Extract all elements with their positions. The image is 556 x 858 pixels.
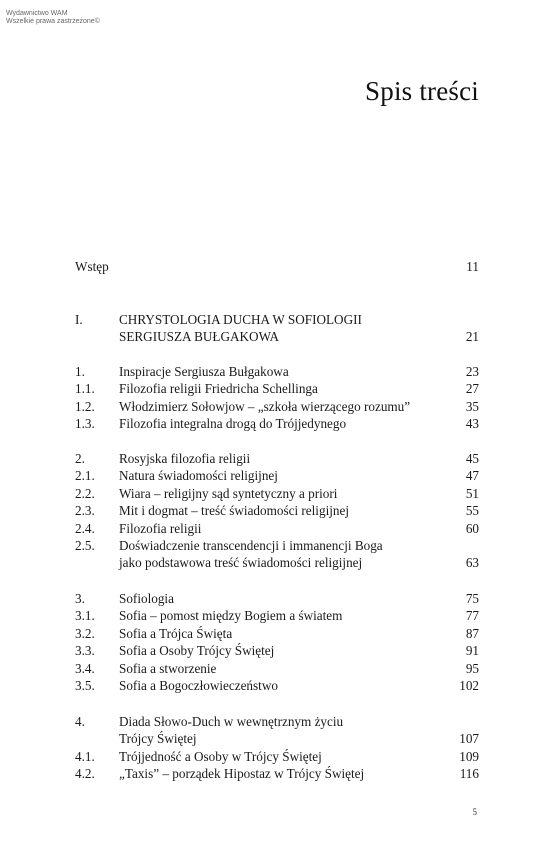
- toc-entry-title: Włodzimierz Sołowjow – „szkoła wierzącego rozumu”: [119, 398, 411, 414]
- toc-entry[interactable]: [75, 765, 479, 782]
- toc-entry-number: 3.5.: [75, 677, 95, 693]
- toc-entry-title: Sofia a Trójca Święta: [119, 625, 233, 641]
- toc-entry-number: 1.3.: [75, 416, 95, 432]
- toc-entry[interactable]: [75, 398, 479, 415]
- toc-entry[interactable]: [75, 380, 479, 397]
- page-title: Spis treści: [365, 76, 479, 106]
- watermark-line-1: Wydawnictwo WAM: [6, 10, 68, 17]
- toc-entry-number: 2.2.: [75, 485, 95, 501]
- toc-entry-page: 63: [465, 555, 479, 571]
- toc-entry[interactable]: [75, 450, 479, 467]
- toc-entry-page: 43: [465, 416, 479, 432]
- toc-entry[interactable]: [75, 677, 479, 694]
- toc-entry-title: Diada Słowo-Duch w wewnętrznym życiu: [119, 714, 344, 729]
- toc-entry-page: 116: [459, 766, 479, 782]
- toc-entry-page: 55: [465, 503, 479, 519]
- toc-entry-title: Sofiologia: [119, 591, 174, 606]
- toc-entry-title: Sofia a Osoby Trójcy Świętej: [119, 643, 275, 659]
- toc-entry-page: 109: [459, 748, 479, 764]
- toc-entry[interactable]: [75, 642, 479, 659]
- toc-entry-number: 2.: [75, 451, 85, 466]
- toc-entry-number: 4.: [75, 714, 85, 729]
- toc-entry-title: Sofia a stworzenie: [119, 660, 217, 676]
- toc-entry-title: Filozofia religii Friedricha Schellinga: [119, 381, 318, 397]
- toc-section: [75, 713, 479, 783]
- toc-entry-page: 102: [459, 677, 479, 693]
- toc-entry-number: 2.4.: [75, 520, 95, 536]
- toc-entry[interactable]: [75, 607, 479, 624]
- toc-entry-title: Mit i dogmat – treść świadomości religijnej: [119, 503, 350, 519]
- toc-entry-page: 45: [465, 451, 479, 466]
- toc-part-page: 21: [465, 329, 479, 345]
- toc-entry-page: 95: [465, 660, 479, 676]
- toc-entry[interactable]: [75, 363, 479, 380]
- toc-entry-number: 3.: [75, 591, 85, 606]
- toc-entry-number: 3.1.: [75, 608, 95, 624]
- toc-entry-number: 2.3.: [75, 503, 95, 519]
- toc-entry-number: 1.: [75, 364, 85, 379]
- toc-entry-page: 47: [465, 468, 479, 484]
- toc-entry-number: 4.2.: [75, 766, 95, 782]
- toc-entry-page: 107: [459, 731, 479, 747]
- toc-section: [75, 590, 479, 694]
- toc-entry[interactable]: [75, 660, 479, 677]
- toc-entry-page: 77: [465, 608, 479, 624]
- toc-part-heading: [75, 311, 479, 346]
- toc-entry[interactable]: [75, 502, 479, 519]
- toc-section: [75, 363, 479, 433]
- toc-entry-title: „Taxis” – porządek Hipostaz w Trójcy Świętej: [119, 766, 365, 782]
- toc-entry-number: 1.1.: [75, 381, 95, 397]
- toc-intro-page: 11: [466, 259, 479, 274]
- toc-entry-number: 1.2.: [75, 398, 95, 414]
- toc-entry-title: Rosyjska filozofia religii: [119, 451, 251, 466]
- toc-entry[interactable]: [75, 713, 479, 748]
- page-number: 5: [472, 807, 477, 817]
- toc-entry-number: 3.4.: [75, 660, 95, 676]
- toc-entry-page: 75: [465, 591, 479, 606]
- toc-entry[interactable]: [75, 537, 479, 572]
- toc-part-title-line-1: CHRYSTOLOGIA DUCHA W SOFIOLOGII: [119, 312, 362, 327]
- toc-entry-title: Filozofia integralna drogą do Trójjedynego: [119, 416, 347, 432]
- toc-entry[interactable]: [75, 590, 479, 607]
- toc-entry-page: 60: [465, 520, 479, 536]
- toc-entry-title: Filozofia religii: [119, 520, 202, 536]
- toc-entry-page: 91: [465, 643, 479, 659]
- toc-entry-title: Sofia – pomost między Bogiem a światem: [119, 608, 343, 624]
- toc-entry-number: 4.1.: [75, 748, 95, 764]
- toc-entry-title: Natura świadomości religijnej: [119, 468, 278, 484]
- toc-entry-number: 2.1.: [75, 468, 95, 484]
- toc-entry-page: 51: [465, 485, 479, 501]
- watermark: [6, 10, 100, 26]
- toc-part-number: I.: [75, 312, 83, 327]
- toc-entry-title: Inspiracje Sergiusza Bułgakowa: [119, 364, 289, 379]
- toc-entry-page: 87: [465, 625, 479, 641]
- toc-entry-number: 3.2.: [75, 625, 95, 641]
- toc-entry-title: Sofia a Bogoczłowieczeństwo: [119, 677, 278, 693]
- toc-part-title-line-2: SERGIUSZA BUŁGAKOWA: [119, 329, 280, 345]
- toc-entry-title: jako podstawowa treść świadomości religijnej: [119, 555, 363, 571]
- toc-entry-number: 2.5.: [75, 537, 95, 553]
- toc-section: [75, 450, 479, 572]
- toc-entry-title: Trójjedność a Osoby w Trójcy Świętej: [119, 748, 322, 764]
- toc-intro-label: Wstęp: [75, 259, 109, 274]
- watermark-line-2: Wszelkie prawa zastrzeżone©: [6, 18, 100, 25]
- toc-entry-number: 3.3.: [75, 643, 95, 659]
- toc-entry[interactable]: [75, 520, 479, 537]
- toc-entry-title: Doświadczenie transcendencji i immanencji Boga: [119, 537, 383, 553]
- toc-entry[interactable]: [75, 485, 479, 502]
- toc-entry[interactable]: [75, 467, 479, 484]
- toc-entry[interactable]: [75, 748, 479, 765]
- toc-entry-title: Trójcy Świętej: [119, 731, 197, 747]
- toc-entry-page: 23: [465, 364, 479, 379]
- toc-entry[interactable]: [75, 625, 479, 642]
- toc-entry-title: Wiara – religijny sąd syntetyczny a priori: [119, 485, 338, 501]
- toc-entry[interactable]: [75, 415, 479, 432]
- toc-entry-page: 35: [465, 398, 479, 414]
- toc-intro: [75, 258, 479, 275]
- toc-entry-page: 27: [465, 381, 479, 397]
